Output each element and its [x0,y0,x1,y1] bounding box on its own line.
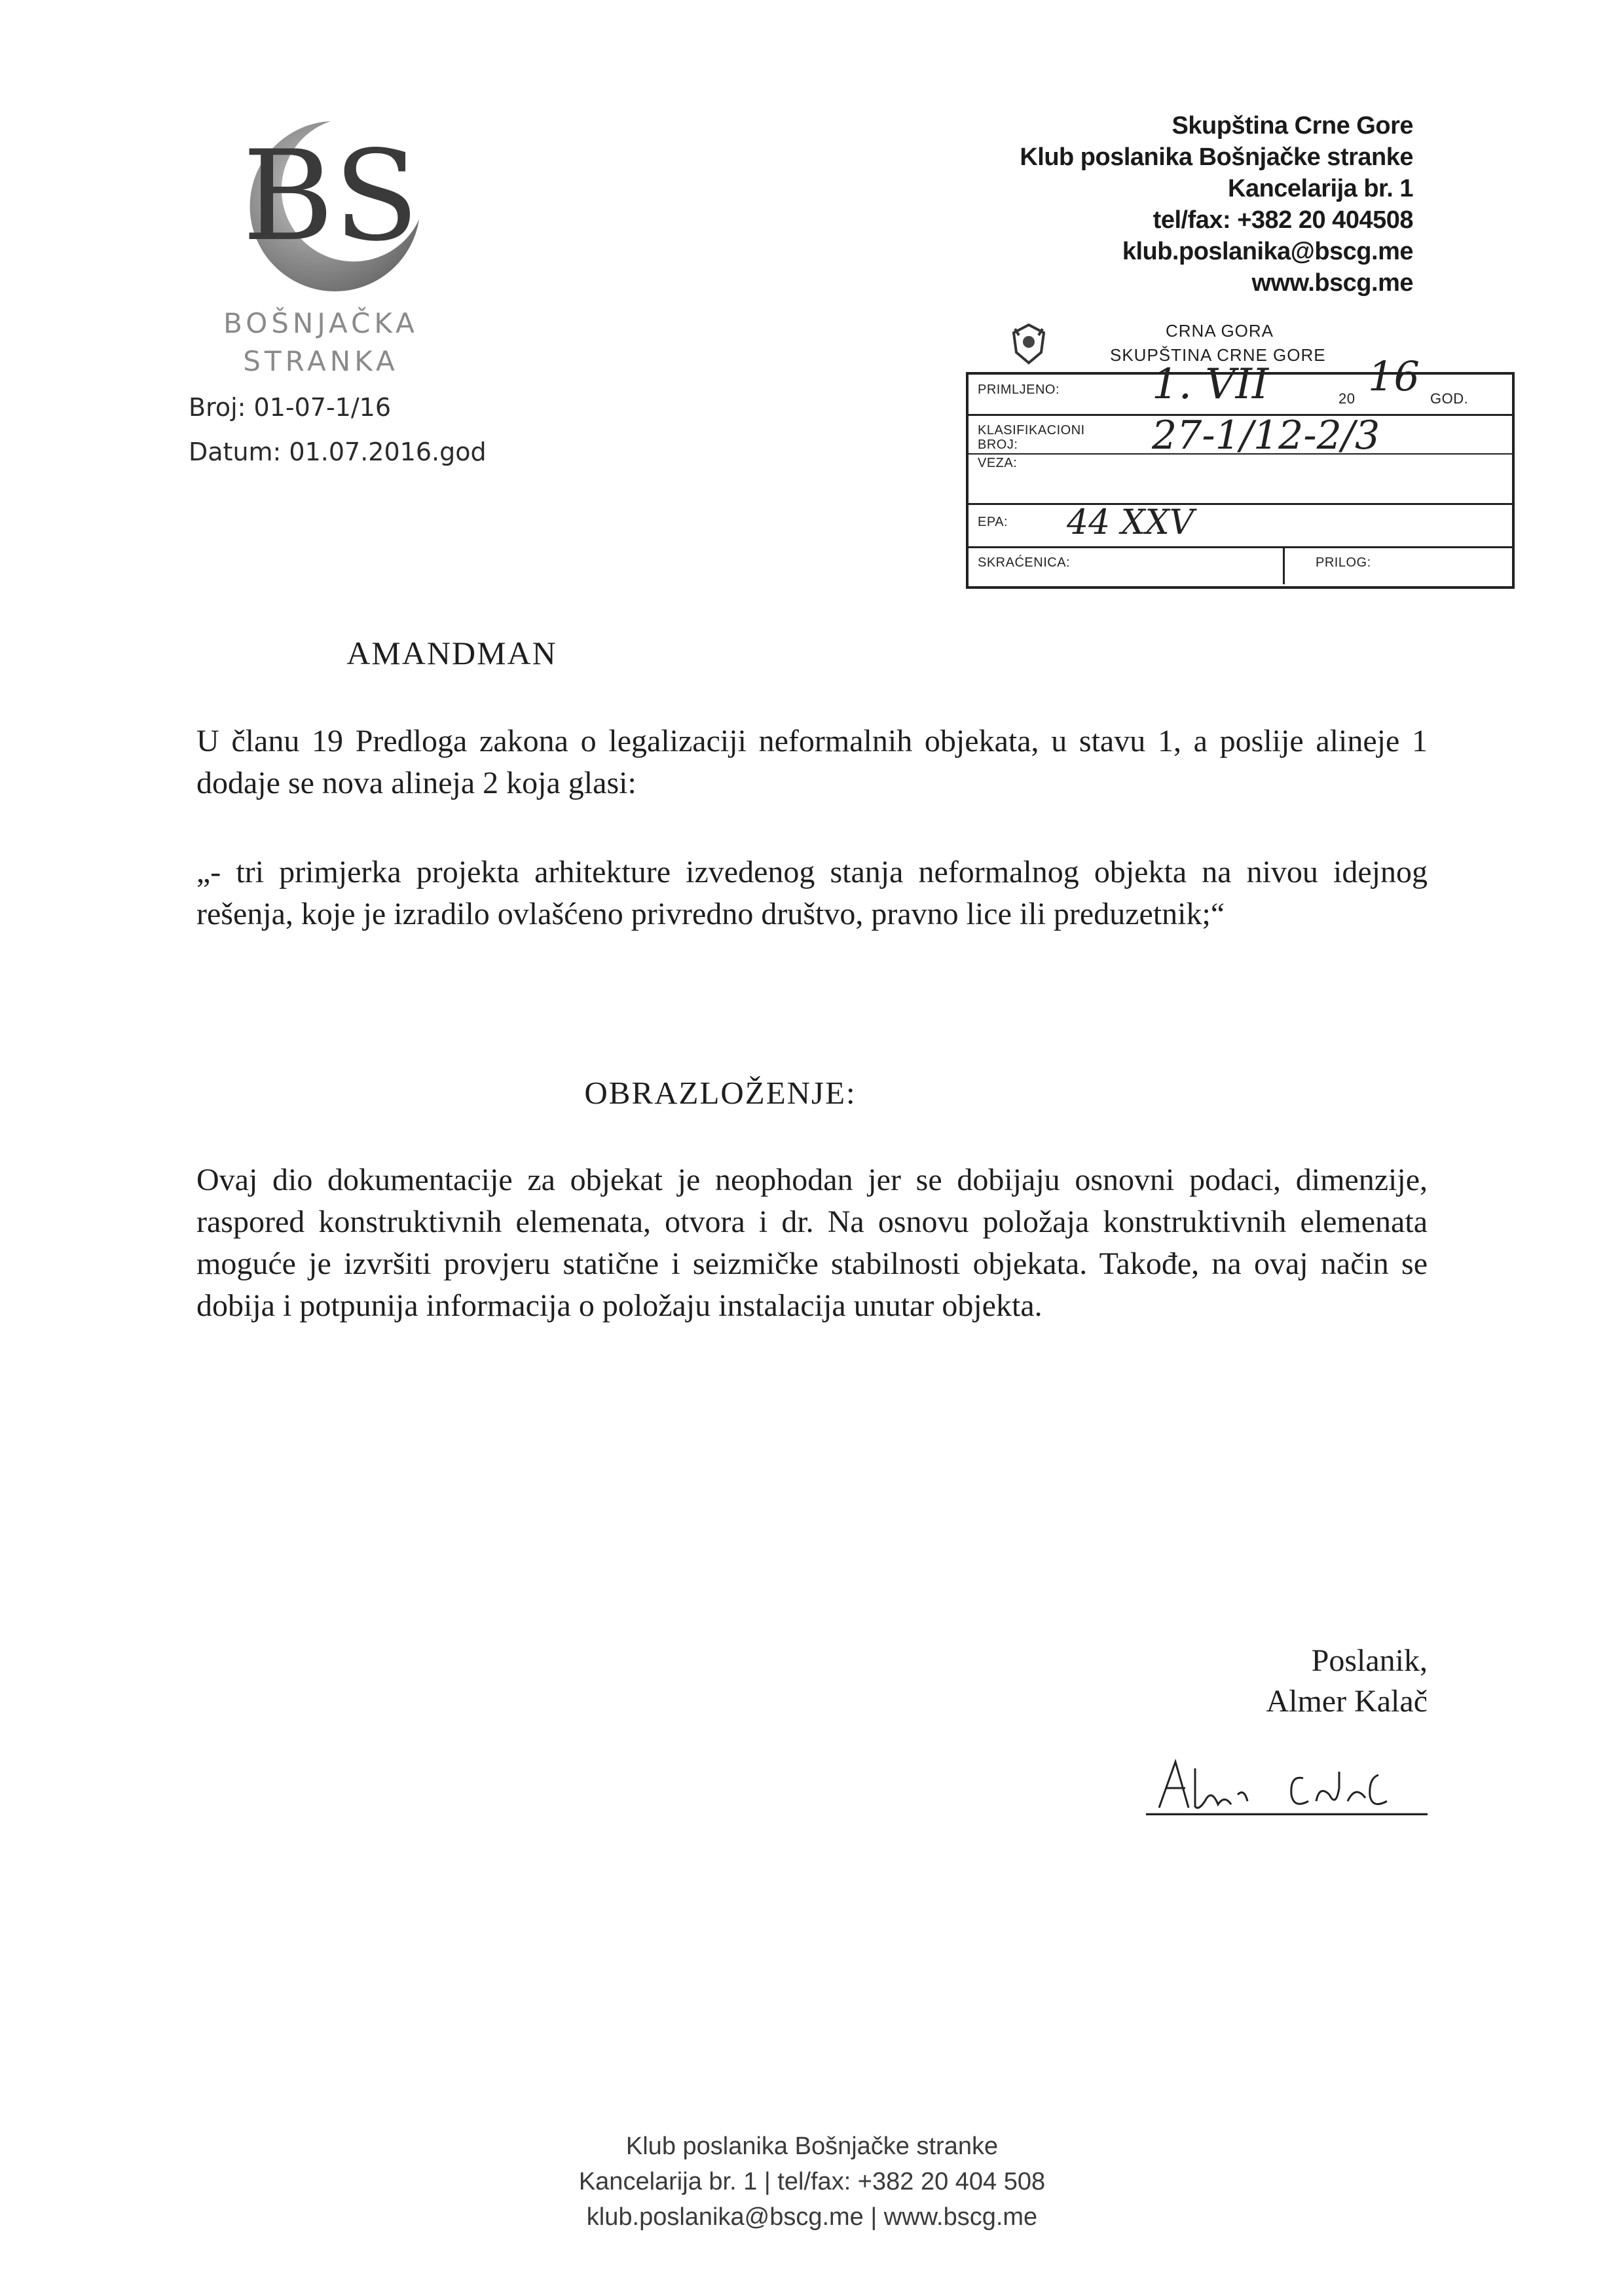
contact-line1: Skupština Crne Gore [1172,112,1413,140]
party-logo [232,108,429,305]
footer-line3: klub.poslanika@bscg.me | www.bscg.me [586,2203,1038,2231]
stamp-country: CRNA GORA [1166,321,1274,341]
quoted-alinea: „- tri primjerka projekta arhitekture izvedenog stanja neformalnog objekta na nivou idejnog rešenja, koje je izradilo ovlašćeno privredno društvo, pravno lice ili preduzetnik;“ [196,855,1428,931]
signatory-name: Almer Kalač [1266,1684,1428,1719]
party-name [196,305,445,381]
handwritten-signature [1139,1749,1428,1821]
amendment-text: U članu 19 Predloga zakona o legalizaciji neformalnih objekata, u stavu 1, a poslije alineje 1 dodaje se nova alineja 2 koja glasi: [196,724,1428,800]
contact-line2: Klub poslanika Bošnjačke stranke [1020,143,1413,171]
contact-line3: Kancelarija br. 1 [1228,175,1413,202]
footer [0,2129,1624,2235]
footer-line1: Klub poslanika Bošnjačke stranke [625,2133,999,2160]
party-name-line2: STRANKA [243,345,399,377]
abbr-label: SKRAĆENICA: [978,555,1071,570]
contact-email: klub.poslanika@bscg.me [1122,238,1413,265]
stamp-divider [969,503,1512,505]
coat-of-arms-icon [1008,320,1049,367]
reference-number: Broj: 01-07-1/16 [189,393,392,422]
stamp-divider [969,546,1512,548]
received-value: 1. VII [1152,360,1269,409]
epa-value: 44 XXV [1067,503,1194,542]
contact-line4: tel/fax: +382 20 404508 [1153,206,1413,234]
party-name-line1: BOŠNJAČKA [223,307,418,339]
year-value: 16 [1368,352,1420,400]
attach-label: PRILOG: [1316,555,1371,570]
class-label-2: BROJ: [978,438,1018,452]
year-prefix: 20 [1338,390,1356,407]
class-label-1: KLASIFIKACIONI [978,423,1085,438]
letterhead-contact [1020,110,1413,299]
reference-date: Datum: 01.07.2016.god [189,438,487,466]
contact-website: www.bscg.me [1251,269,1413,297]
justification-heading: OBRAZLOŽENJE: [584,1075,857,1111]
received-label: PRIMLJENO: [978,382,1060,397]
logo-lettering: BS [242,124,419,269]
justification-text: Ovaj dio dokumentacije za objekat je neophodan jer se dobijaju osnovni podaci, dimenzije, raspored konstruktivnih elemenata, otvora i dr. Na osnovu položaja konstruktivnih elemenata moguće je izvršiti provjeru statične i seizmičke stabilnosti objekata. Takođe, na ovaj način se dobija i potpunija informacija o položaju instalacija unutar objekta. [196,1163,1428,1323]
year-suffix: GOD. [1430,390,1469,407]
epa-label: EPA: [978,515,1008,529]
stamp-assembly: SKUPŠTINA CRNE GORE [1110,345,1326,365]
class-value: 27-1/12-2/3 [1152,413,1380,458]
stamp-divider [1283,546,1285,584]
signatory-title: Poslanik, [1311,1643,1428,1678]
document-title: AMANDMAN [346,635,557,671]
link-label: VEZA: [978,456,1018,470]
footer-line2: Kancelarija br. 1 | tel/fax: +382 20 404 508 [578,2168,1046,2195]
